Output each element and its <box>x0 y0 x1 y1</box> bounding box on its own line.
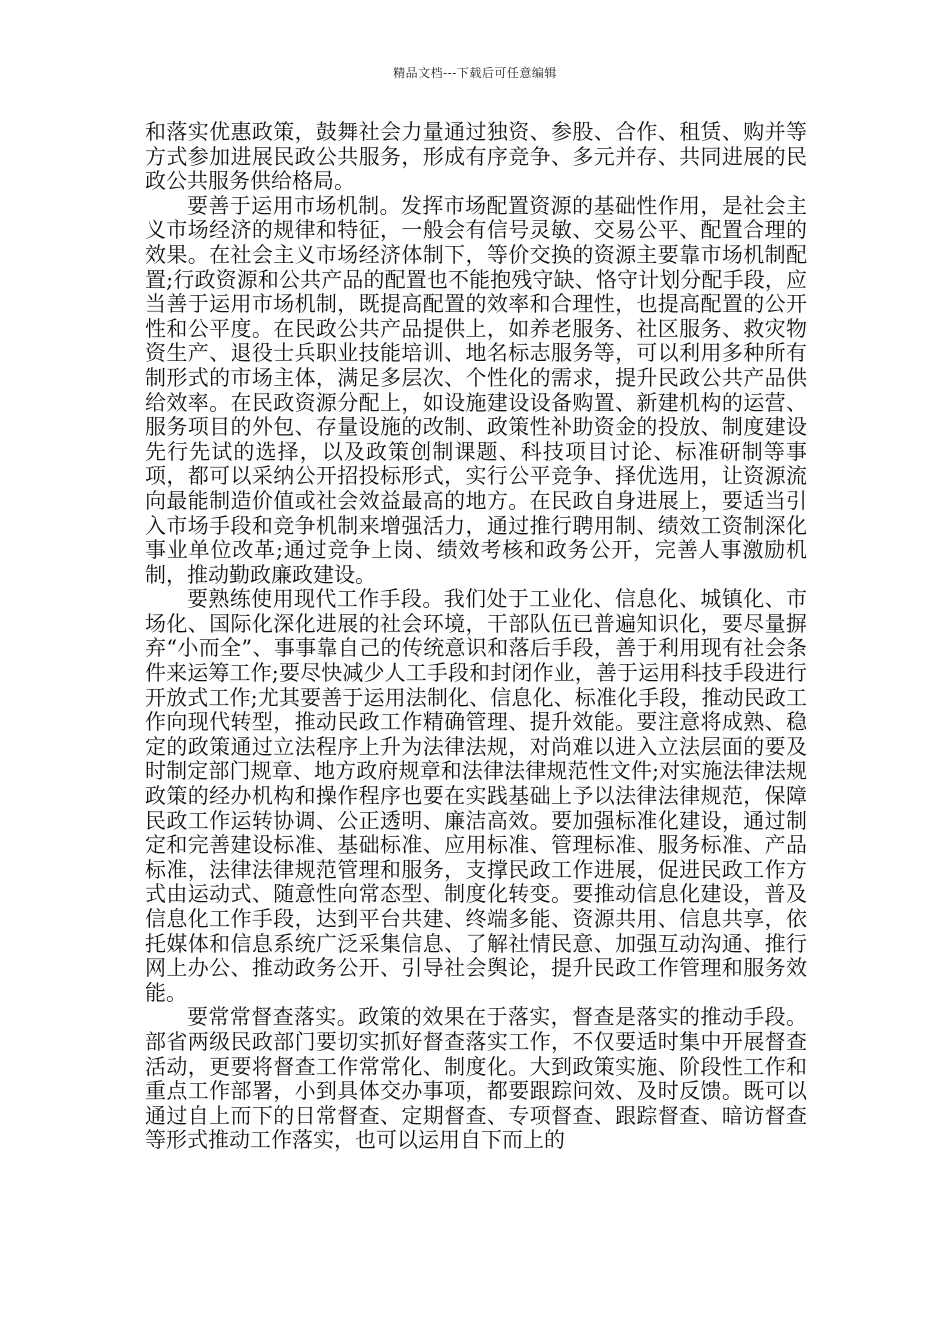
page-header: 精品文档---下载后可任意编辑 <box>393 66 557 80</box>
document-body <box>145 120 807 1153</box>
paragraph-4: 要常常督查落实。政策的效果在于落实，督查是落实的推动手段。部省两级民政部门要切实抓好督查落实工作，不仅要适时集中开展督查活动，更要将督查工作常常化、制度化。大到政策实施、阶段性工作和重点工作部署，小到具体交办事项，都要跟踪问效、及时反馈。既可以通过自上而下的日常督查、定期督查、专项督查、跟踪督查、暗访督查等形式推动工作落实，也可以运用自下而上的 <box>145 1005 807 1153</box>
paragraph-3: 要熟练使用现代工作手段。我们处于工业化、信息化、城镇化、市场化、国际化深化进展的社会环境，干部队伍已普遍知识化，要尽量摒弃“小而全”、事事靠自己的传统意识和落后手段，善于利用现有社会条件来运筹工作;要尽快减少人工手段和封闭作业，善于运用科技手段进行开放式工作;尤其要善于运用法制化、信息化、标准化手段，推动民政工作向现代转型，推动民政工作精确管理、提升效能。要注意将成熟、稳定的政策通过立法程序上升为法律法规，对尚难以进入立法层面的要及时制定部门规章、地方政府规章和法律法律规范性文件;对实施法律法规政策的经办机构和操作程序也要在实践基础上予以法律法律规范，保障民政工作运转协调、公正透明、廉洁高效。要加强标准化建设，通过制定和完善建设标准、基础标准、应用标准、管理标准、服务标准、产品标准，法律法律规范管理和服务，支撑民政工作进展，促进民政工作方式由运动式、随意性向常态型、制度化转变。要推动信息化建设，普及信息化工作手段，达到平台共建、终端多能、资源共用、信息共享，依托媒体和信息系统广泛采集信息、了解社情民意、加强互动沟通、推行网上办公、推动政务公开、引导社会舆论，提升民政工作管理和服务效能。 <box>145 587 807 1005</box>
paragraph-2: 要善于运用市场机制。发挥市场配置资源的基础性作用，是社会主义市场经济的规律和特征，一般会有信号灵敏、交易公平、配置合理的效果。在社会主义市场经济体制下，等价交换的资源主要靠市场机制配置;行政资源和公共产品的配置也不能抱残守缺、恪守计划分配手段，应当善于运用市场机制，既提高配置的效率和合理性，也提高配置的公开性和公平度。在民政公共产品提供上，如养老服务、社区服务、救灾物资生产、退役士兵职业技能培训、地名标志服务等，可以利用多种所有制形式的市场主体，满足多层次、个性化的需求，提升民政公共产品供给效率。在民政资源分配上，如设施建设设备购置、新建机构的运营、服务项目的外包、存量设施的改制、政策性补助资金的投放、制度建设先行先试的选择，以及政策创制课题、科技项目讨论、标准研制等事项，都可以采纳公开招投标形式，实行公平竞争、择优选用，让资源流向最能制造价值或社会效益最高的地方。在民政自身进展上，要适当引入市场手段和竞争机制来增强活力，通过推行聘用制、绩效工资制深化事业单位改革;通过竞争上岗、绩效考核和政务公开，完善人事激励机制，推动勤政廉政建设。 <box>145 193 807 587</box>
paragraph-1: 和落实优惠政策，鼓舞社会力量通过独资、参股、合作、租赁、购并等方式参加进展民政公共服务，形成有序竞争、多元并存、共同进展的民政公共服务供给格局。 <box>145 120 807 194</box>
